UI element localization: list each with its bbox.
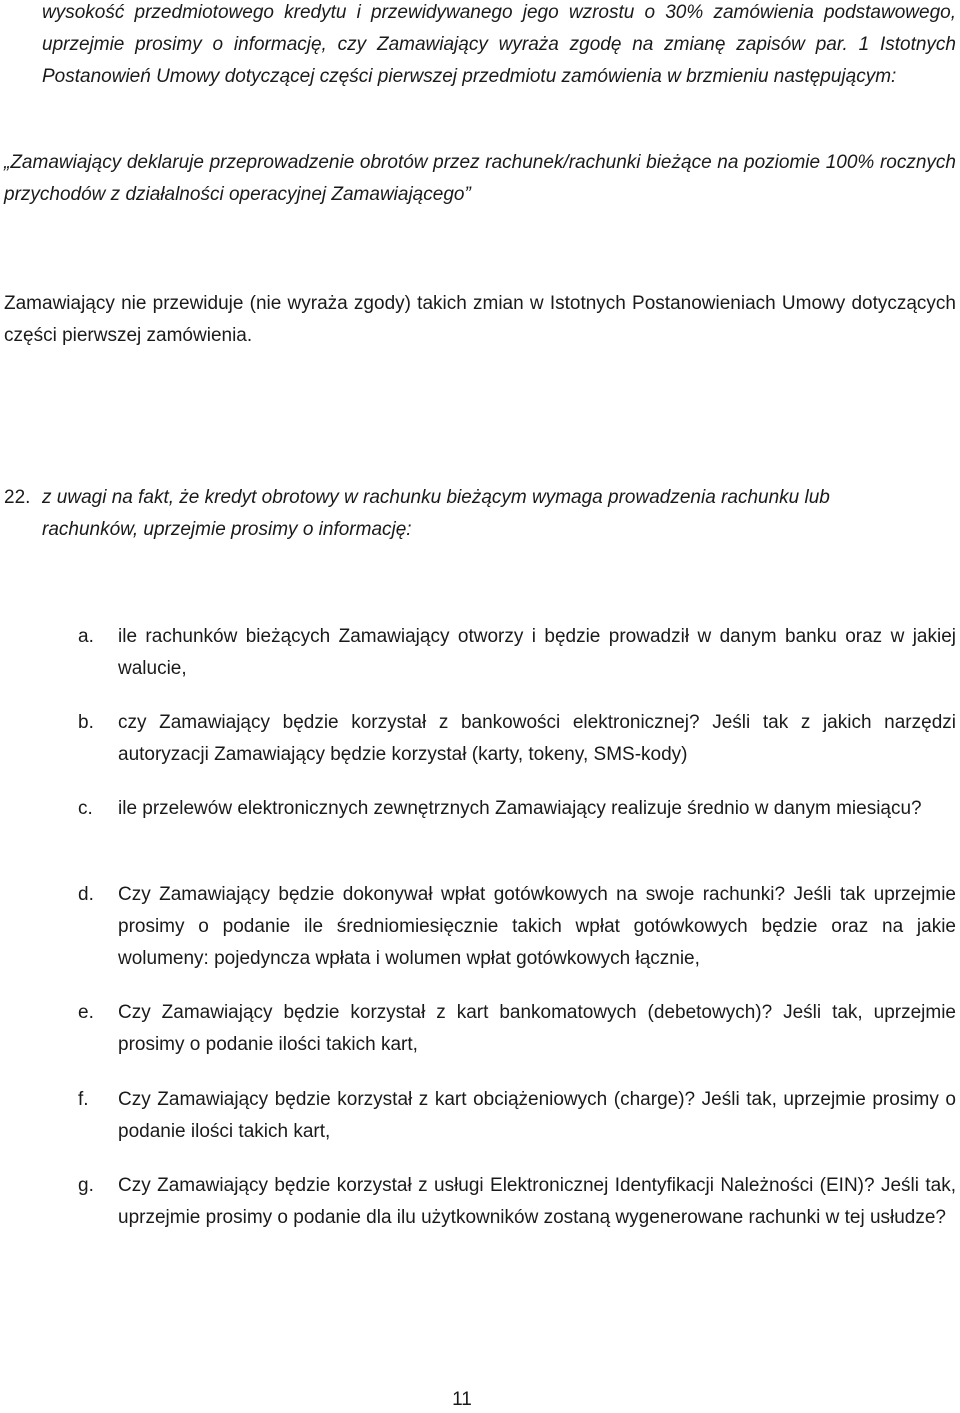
page-number: 11 [452, 1389, 472, 1410]
list-item-text: Czy Zamawiający będzie korzystał z usługi Elektronicznej Identyfikacji Należności (EIN)? Jeśli tak, uprzejmie prosimy o podanie dla ilu użytkowników zostaną wygenerowane rachunki w tej usłudze? [118, 1175, 956, 1228]
list-item-d [78, 879, 956, 975]
question-22 [4, 482, 956, 546]
list-letter: g. [78, 1175, 94, 1196]
question-text-line2: rachunków, uprzejmie prosimy o informację: [42, 519, 412, 540]
list-item-text: Czy Zamawiający będzie dokonywał wpłat gotówkowych na swoje rachunki? Jeśli tak uprzejmie prosimy o podanie ile średniomiesięcznie takich wpłat gotówkowych będzie oraz na jakie wolumeny: pojedyncza wpłata i wolumen wpłat gotówkowych łącznie, [118, 884, 956, 969]
list-item-a [78, 621, 956, 685]
answer-paragraph: Zamawiający nie przewiduje (nie wyraża zgody) takich zmian w Istotnych Postanowieniach Umowy dotyczących części pierwszej zamówienia. [4, 293, 956, 346]
question-number: 22. [4, 487, 31, 508]
list-letter: f. [78, 1089, 89, 1110]
list-letter: b. [78, 712, 94, 733]
intro-paragraph: wysokość przedmiotowego kredytu i przewidywanego jego wzrostu o 30% zamówienia podstawowego, uprzejmie prosimy o informację, czy Zamawiający wyraża zgodę na zmianę zapisów par. 1 Istotnych Postanowień Umowy dotyczącej części pierwszej przedmiotu zamówienia w brzmieniu następującym: [42, 2, 956, 87]
list-item-c [78, 793, 956, 825]
list-item-b [78, 707, 956, 771]
list-item-text: Czy Zamawiający będzie korzystał z kart obciążeniowych (charge)? Jeśli tak, uprzejmie prosimy o podanie ilości takich kart, [118, 1089, 956, 1142]
list-item-f [78, 1084, 956, 1148]
list-item-text: ile przelewów elektronicznych zewnętrznych Zamawiający realizuje średnio w danym miesiącu? [118, 798, 922, 819]
list-letter: a. [78, 626, 94, 647]
list-item-g [78, 1170, 956, 1234]
list-item-text: czy Zamawiający będzie korzystał z bankowości elektronicznej? Jeśli tak z jakich narzędzi autoryzacji Zamawiający będzie korzystał (karty, tokeny, SMS-kody) [118, 712, 956, 765]
quoted-clause: „Zamawiający deklaruje przeprowadzenie obrotów przez rachunek/rachunki bieżące na poziomie 100% rocznych przychodów z działalności operacyjnej Zamawiającego” [4, 152, 956, 205]
question-text-line1: z uwagi na fakt, że kredyt obrotowy w rachunku bieżącym wymaga prowadzenia rachunku lub [42, 487, 830, 508]
list-item-text: Czy Zamawiający będzie korzystał z kart bankomatowych (debetowych)? Jeśli tak, uprzejmie prosimy o podanie ilości takich kart, [118, 1002, 956, 1055]
list-letter: e. [78, 1002, 94, 1023]
list-letter: d. [78, 884, 94, 905]
list-item-text: ile rachunków bieżących Zamawiający otworzy i będzie prowadził w danym banku oraz w jakiej walucie, [118, 626, 956, 679]
list-item-e [78, 997, 956, 1061]
list-letter: c. [78, 798, 93, 819]
